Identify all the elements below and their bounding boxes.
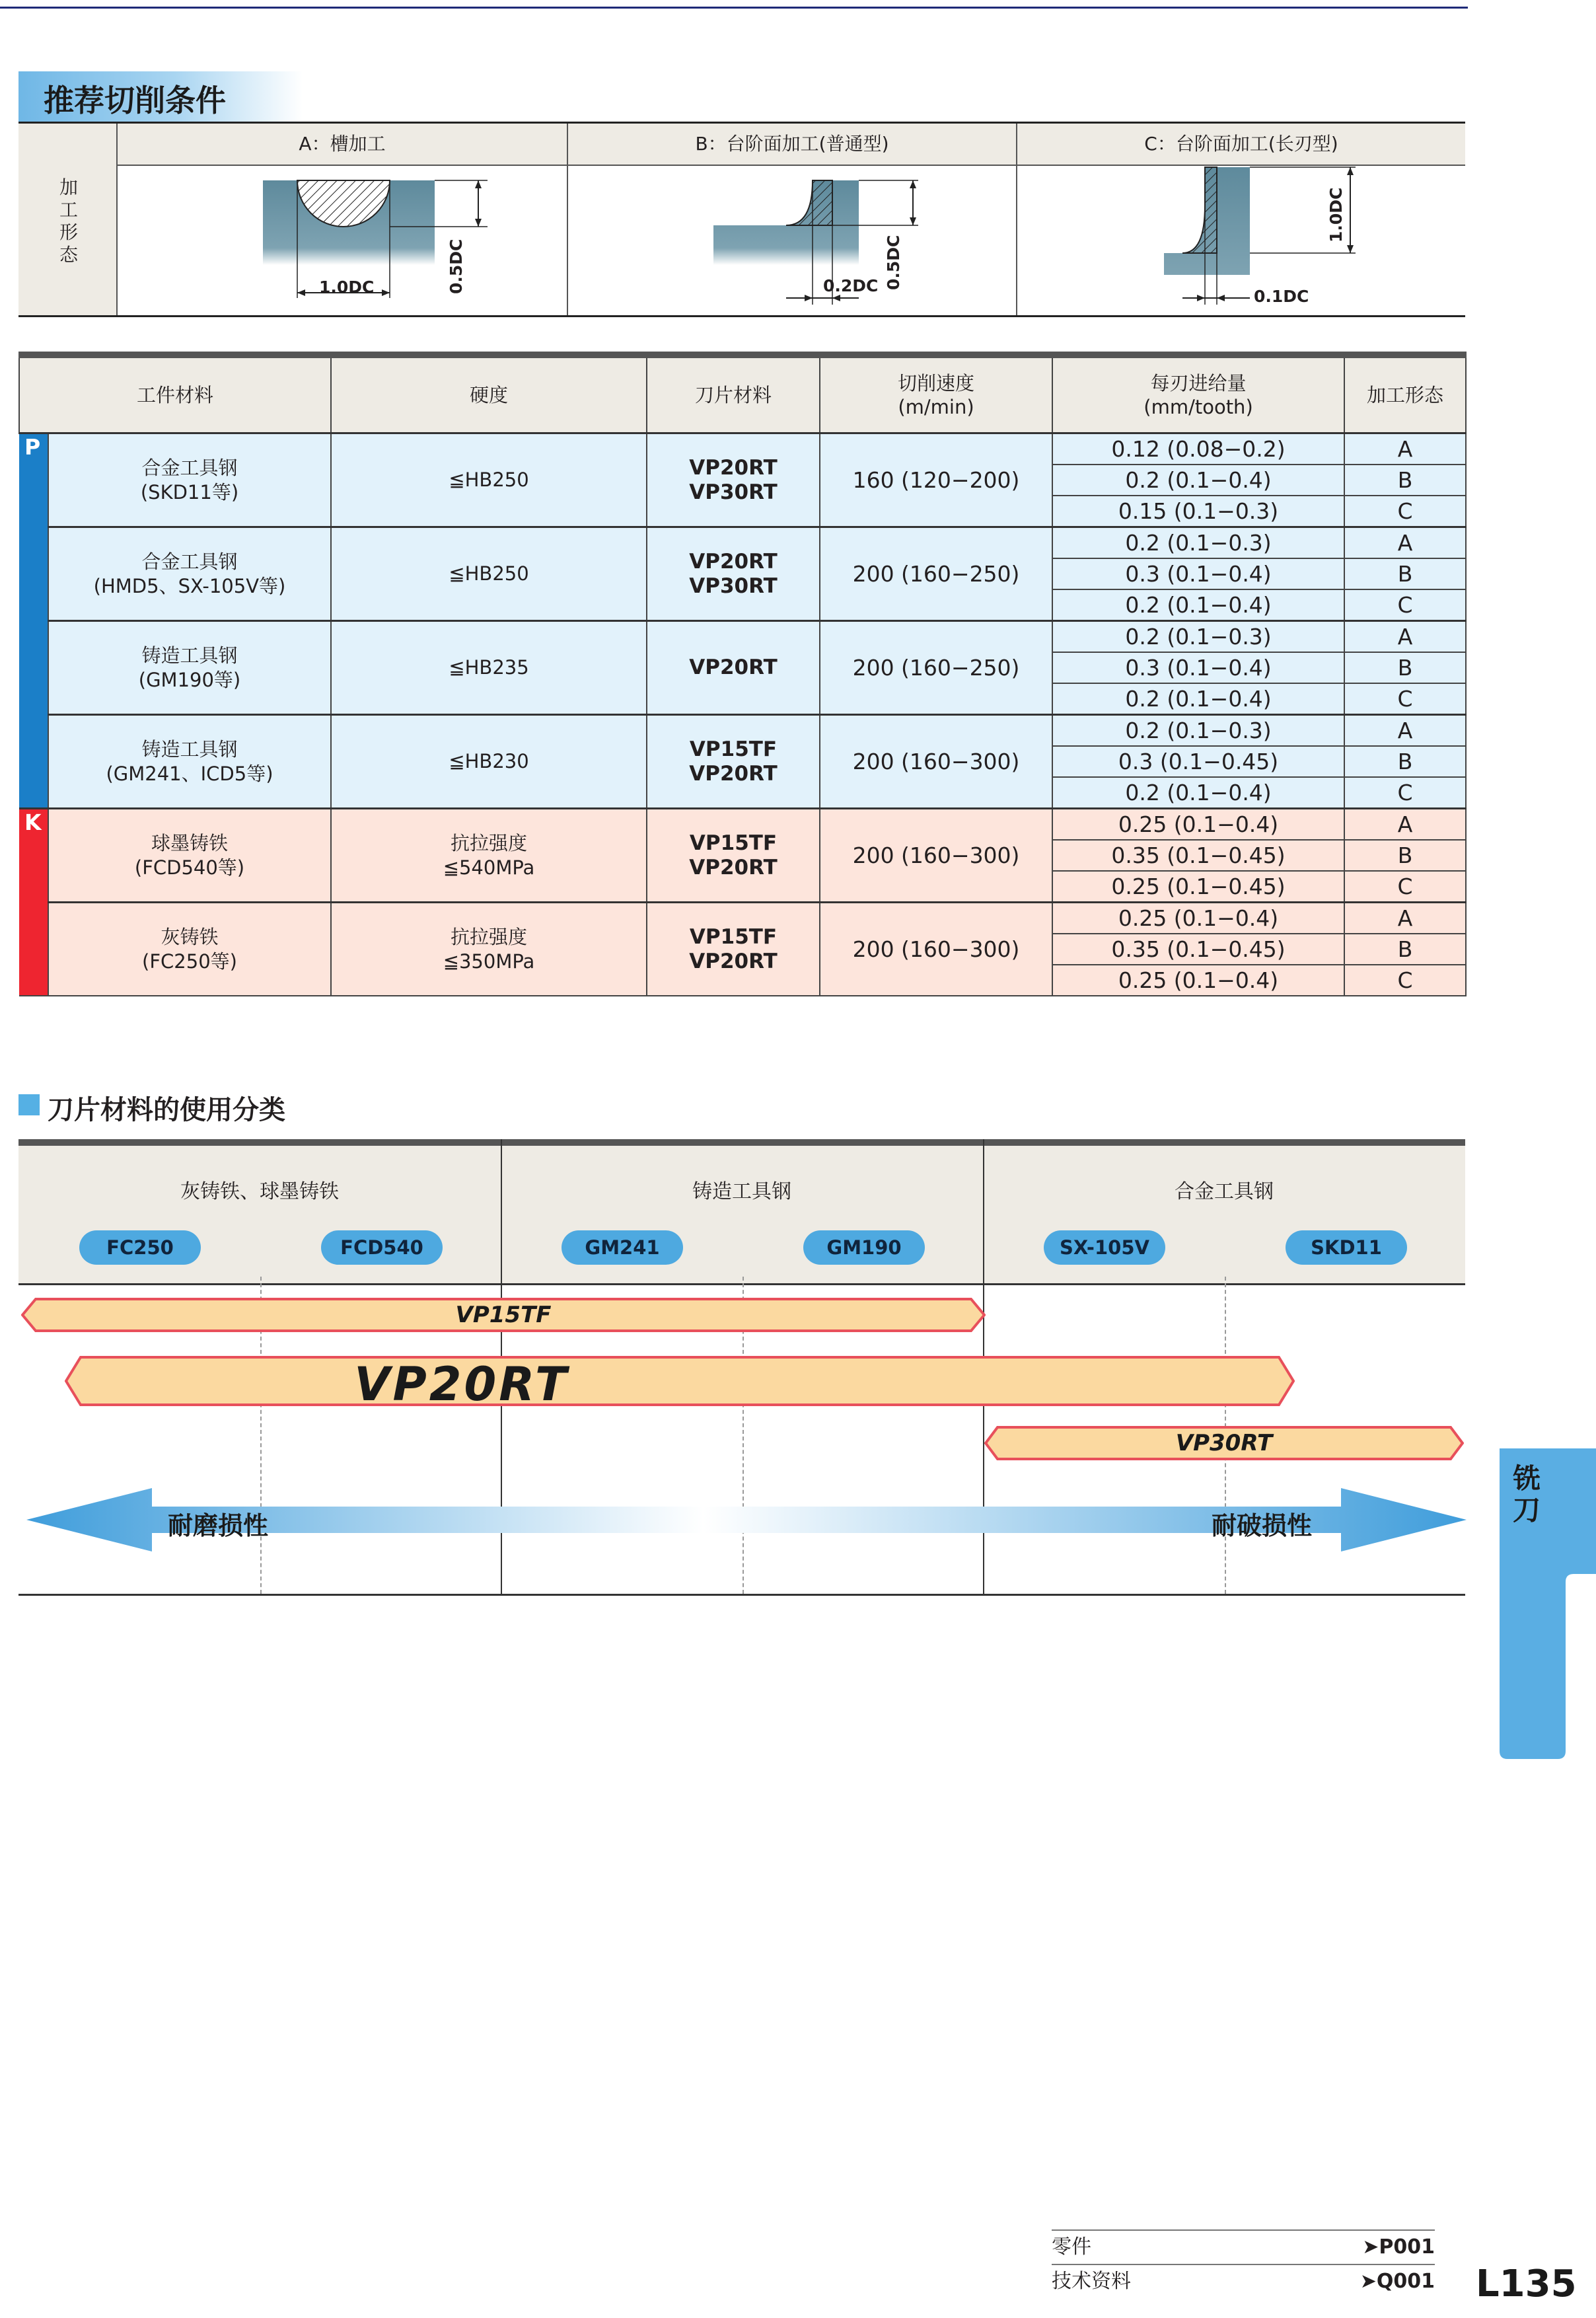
header-grade: 刀片材料 bbox=[647, 355, 820, 433]
machining-form: C bbox=[1344, 965, 1466, 996]
feed-per-tooth: 0.25 (0.1−0.4) bbox=[1052, 809, 1344, 841]
feed-per-tooth: 0.25 (0.1−0.45) bbox=[1052, 871, 1344, 903]
hardness: 抗拉强度 ≦350MPa bbox=[331, 903, 647, 996]
usage-col-cast-tool-steel bbox=[501, 1146, 983, 1283]
cutting-speed: 200 (160−300) bbox=[820, 903, 1052, 996]
bar-label: VP20RT bbox=[354, 1357, 569, 1411]
hardness: ≦HB235 bbox=[331, 621, 647, 715]
category-label: 合金工具钢 bbox=[1175, 1180, 1274, 1203]
insert-grade: VP20RT VP30RT bbox=[647, 527, 820, 621]
machining-form: A bbox=[1344, 527, 1466, 559]
feed-per-tooth: 0.3 (0.1−0.45) bbox=[1052, 746, 1344, 777]
footer-ref-label: 技术资料 bbox=[1052, 2270, 1131, 2293]
material-pill: FC250 bbox=[79, 1230, 201, 1265]
insert-grade: VP15TF VP20RT bbox=[647, 715, 820, 809]
machining-form: B bbox=[1344, 840, 1466, 871]
machining-form: B bbox=[1344, 465, 1466, 496]
dim-b-depth: 0.5DC bbox=[884, 235, 903, 290]
machining-shape-table bbox=[18, 122, 1465, 317]
shape-side-label: 加工形态 bbox=[59, 176, 78, 266]
feed-per-tooth: 0.15 (0.1−0.3) bbox=[1052, 496, 1344, 527]
page-number: L135 bbox=[1476, 2262, 1577, 2305]
diagram-shoulder-long bbox=[1017, 166, 1465, 315]
work-material: 铸造工具钢 (GM190等) bbox=[48, 621, 331, 715]
header-feed: 每刃进给量 (mm/tooth) bbox=[1052, 355, 1344, 433]
section-title: 推荐切削条件 bbox=[44, 83, 226, 118]
footer-ref-link[interactable]: ➤Q001 bbox=[1360, 2270, 1435, 2293]
machining-form: B bbox=[1344, 558, 1466, 589]
dim-c-depth: 1.0DC bbox=[1326, 187, 1346, 243]
machining-form: A bbox=[1344, 715, 1466, 747]
diagram-shoulder-standard bbox=[568, 166, 1016, 315]
machining-form: A bbox=[1344, 903, 1466, 934]
hardness: ≦HB250 bbox=[331, 527, 647, 621]
cutting-speed: 200 (160−250) bbox=[820, 527, 1052, 621]
feed-per-tooth: 0.2 (0.1−0.4) bbox=[1052, 465, 1344, 496]
shape-header-a: A：槽加工 bbox=[118, 124, 567, 166]
insert-grade: VP15TF VP20RT bbox=[647, 903, 820, 996]
insert-grade: VP15TF VP20RT bbox=[647, 809, 820, 903]
shape-side-label-cell bbox=[18, 124, 118, 315]
material-pill: SKD11 bbox=[1286, 1230, 1407, 1265]
work-material: 球墨铸铁 (FCD540等) bbox=[48, 809, 331, 903]
feed-per-tooth: 0.2 (0.1−0.3) bbox=[1052, 621, 1344, 653]
machining-form: B bbox=[1344, 934, 1466, 965]
footer-ref-row[interactable] bbox=[1052, 2229, 1435, 2264]
work-material: 合金工具钢 (SKD11等) bbox=[48, 433, 331, 527]
feed-per-tooth: 0.25 (0.1−0.4) bbox=[1052, 965, 1344, 996]
grade-bar-vp20rt bbox=[65, 1356, 1295, 1411]
work-material: 铸造工具钢 (GM241、ICD5等) bbox=[48, 715, 331, 809]
machining-form: B bbox=[1344, 652, 1466, 683]
dim-c-width: 0.1DC bbox=[1254, 287, 1309, 306]
feed-per-tooth: 0.2 (0.1−0.4) bbox=[1052, 683, 1344, 715]
header-material: 工件材料 bbox=[19, 355, 331, 433]
machining-form: A bbox=[1344, 621, 1466, 653]
feed-per-tooth: 0.25 (0.1−0.4) bbox=[1052, 903, 1344, 934]
side-tab-label: 铣刀 bbox=[1513, 1462, 1541, 1526]
table-row bbox=[19, 809, 1466, 841]
header-hardness: 硬度 bbox=[331, 355, 647, 433]
work-material: 合金工具钢 (HMD5、SX-105V等) bbox=[48, 527, 331, 621]
table-row bbox=[19, 433, 1466, 465]
table-row bbox=[19, 527, 1466, 559]
machining-form: C bbox=[1344, 871, 1466, 903]
feed-per-tooth: 0.3 (0.1−0.4) bbox=[1052, 558, 1344, 589]
material-pill: GM190 bbox=[803, 1230, 925, 1265]
material-pill: GM241 bbox=[562, 1230, 683, 1265]
dim-b-width: 0.2DC bbox=[823, 276, 879, 295]
feed-per-tooth: 0.12 (0.08−0.2) bbox=[1052, 433, 1344, 465]
machining-form: B bbox=[1344, 746, 1466, 777]
grade-bar-vp15tf bbox=[21, 1298, 986, 1332]
bullet-square-icon bbox=[18, 1094, 40, 1115]
bar-label: VP15TF bbox=[455, 1302, 552, 1328]
hardness: ≦HB250 bbox=[331, 433, 647, 527]
feed-per-tooth: 0.35 (0.1−0.45) bbox=[1052, 840, 1344, 871]
usage-header bbox=[18, 1139, 1465, 1285]
footer-ref-link[interactable]: ➤P001 bbox=[1362, 2235, 1435, 2259]
dim-a-depth: 0.5DC bbox=[447, 239, 466, 294]
cutting-speed: 200 (160−250) bbox=[820, 621, 1052, 715]
category-label: 灰铸铁、球墨铸铁 bbox=[180, 1180, 339, 1203]
grade-bar-vp30rt bbox=[984, 1426, 1464, 1460]
material-class-p: P bbox=[19, 433, 48, 809]
wear-resistance-label: 耐磨损性 bbox=[168, 1511, 269, 1540]
table-row bbox=[19, 621, 1466, 653]
insert-grade: VP20RT bbox=[647, 621, 820, 715]
machining-form: C bbox=[1344, 589, 1466, 621]
footer-references bbox=[1052, 2229, 1435, 2298]
feed-per-tooth: 0.2 (0.1−0.4) bbox=[1052, 589, 1344, 621]
dim-a-width: 1.0DC bbox=[319, 278, 375, 297]
footer-ref-row[interactable] bbox=[1052, 2264, 1435, 2298]
cutting-speed: 200 (160−300) bbox=[820, 809, 1052, 903]
feed-per-tooth: 0.35 (0.1−0.45) bbox=[1052, 934, 1344, 965]
shape-header-c: C：台阶面加工(长刃型) bbox=[1017, 124, 1465, 166]
hardness: 抗拉强度 ≦540MPa bbox=[331, 809, 647, 903]
shape-header-b: B：台阶面加工(普通型) bbox=[568, 124, 1016, 166]
cutting-conditions-table bbox=[18, 352, 1467, 996]
table-row bbox=[19, 715, 1466, 747]
material-pill: FCD540 bbox=[321, 1230, 443, 1265]
machining-form: C bbox=[1344, 496, 1466, 527]
header-form: 加工形态 bbox=[1344, 355, 1466, 433]
feed-per-tooth: 0.2 (0.1−0.4) bbox=[1052, 777, 1344, 809]
work-material: 灰铸铁 (FC250等) bbox=[48, 903, 331, 996]
header-speed: 切削速度 (m/min) bbox=[820, 355, 1052, 433]
material-class-k: K bbox=[19, 809, 48, 996]
machining-form: C bbox=[1344, 777, 1466, 809]
cutting-speed: 160 (120−200) bbox=[820, 433, 1052, 527]
feed-per-tooth: 0.2 (0.1−0.3) bbox=[1052, 527, 1344, 559]
table-row bbox=[19, 903, 1466, 934]
table-body bbox=[19, 433, 1466, 996]
category-label: 铸造工具钢 bbox=[692, 1180, 791, 1203]
footer-ref-label: 零件 bbox=[1052, 2235, 1091, 2259]
chipping-resistance-label: 耐破损性 bbox=[1212, 1511, 1313, 1540]
machining-form: C bbox=[1344, 683, 1466, 715]
bar-label: VP30RT bbox=[1175, 1430, 1273, 1456]
feed-per-tooth: 0.2 (0.1−0.3) bbox=[1052, 715, 1344, 747]
top-rule bbox=[0, 7, 1468, 9]
usage-col-cast-iron bbox=[18, 1146, 501, 1283]
section2-title: 刀片材料的使用分类 bbox=[48, 1095, 285, 1125]
material-pill: SX-105V bbox=[1044, 1230, 1165, 1265]
feed-per-tooth: 0.3 (0.1−0.4) bbox=[1052, 652, 1344, 683]
machining-form: A bbox=[1344, 809, 1466, 841]
cutting-speed: 200 (160−300) bbox=[820, 715, 1052, 809]
table-header-row bbox=[19, 355, 1466, 433]
machining-form: A bbox=[1344, 433, 1466, 465]
insert-grade: VP20RT VP30RT bbox=[647, 433, 820, 527]
usage-col-alloy-tool-steel bbox=[983, 1146, 1465, 1283]
section-header-cutting-conditions bbox=[18, 71, 303, 122]
hardness: ≦HB230 bbox=[331, 715, 647, 809]
